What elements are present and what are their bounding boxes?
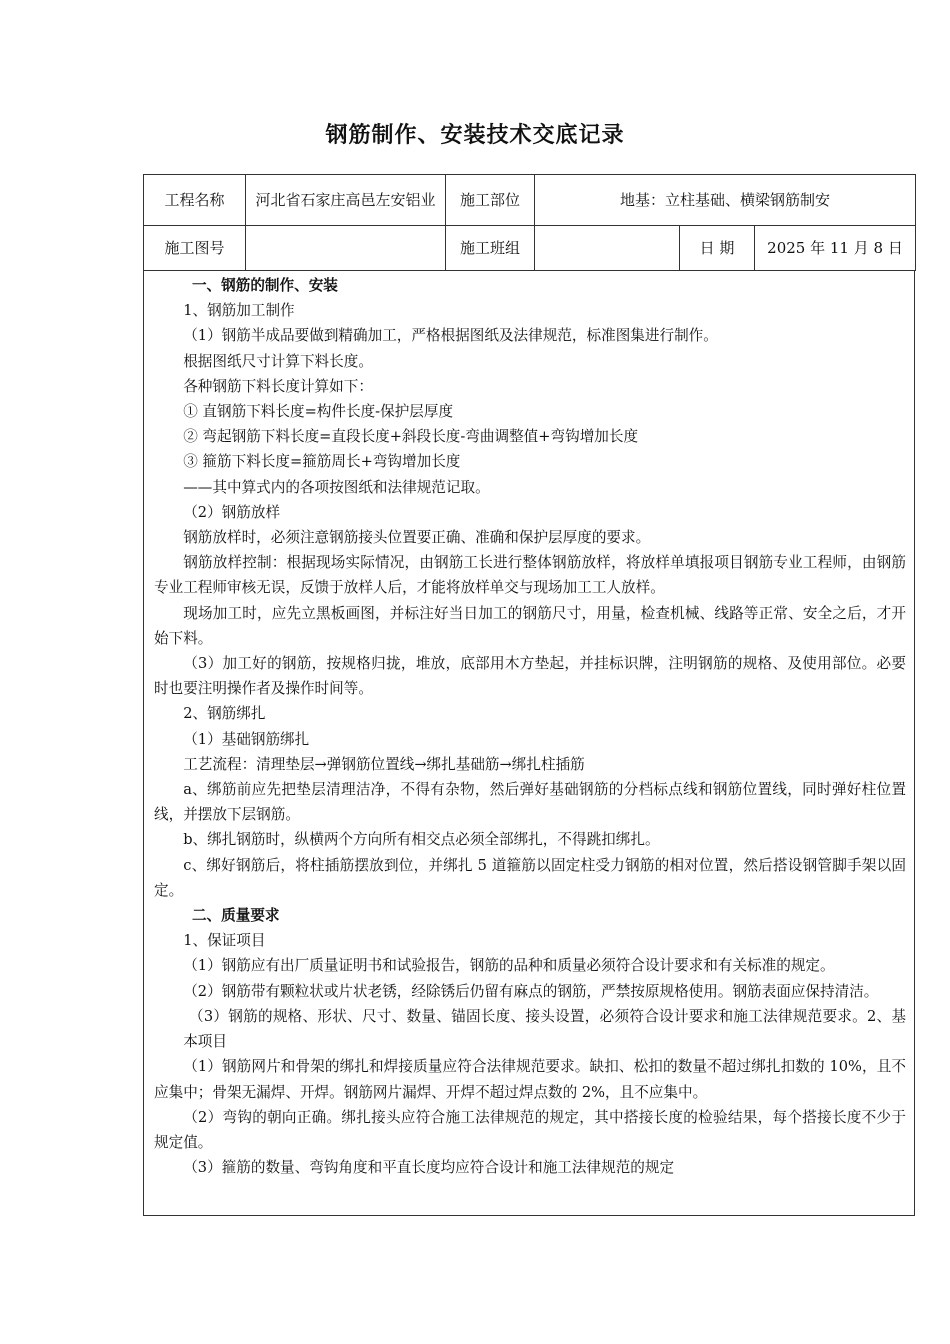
team-label: 施工班组 <box>446 226 535 271</box>
content-paragraph: （2）钢筋放样 <box>183 503 281 521</box>
drawing-value <box>246 226 446 271</box>
content-paragraph: （1）钢筋半成品要做到精确加工，严格根据图纸及法律规范，标准图集进行制作。 <box>183 327 718 345</box>
content-paragraph: （3）箍筋的数量、弯钩角度和平直长度均应符合设计和施工法律规范的规定 <box>183 1159 675 1177</box>
content-paragraph: （1）钢筋应有出厂质量证明书和试验报告，钢筋的品种和质量必须符合设计要求和有关标准的规定。 <box>183 957 835 975</box>
construction-part-value: 地基：立柱基础、横梁钢筋制安 <box>535 175 916 226</box>
content-paragraph: （3）加工好的钢筋，按规格归拢，堆放，底部用木方垫起，并挂标识牌，注明钢筋的规格、及使用部位。必要时也要注明操作者及操作时间等。 <box>154 655 906 698</box>
content-paragraph: 1、钢筋加工制作 <box>183 302 295 320</box>
content-cell <box>143 270 915 1216</box>
project-name-value: 河北省石家庄高邑左安铝业 <box>246 175 446 226</box>
construction-part-label: 施工部位 <box>446 175 535 226</box>
drawing-label: 施工图号 <box>144 226 246 271</box>
content-paragraph: （2）钢筋带有颗粒状或片状老锈，经除锈后仍留有麻点的钢筋，严禁按原规格使用。钢筋表面应保持清洁。 <box>183 982 879 1000</box>
content-paragraph: a、绑筋前应先把垫层清理洁净，不得有杂物，然后弹好基础钢筋的分档标点线和钢筋位置线，同时弹好柱位置线，并摆放下层钢筋。 <box>154 781 906 824</box>
info-row-drawing <box>144 226 916 271</box>
content-paragraph: 2、钢筋绑扎 <box>183 705 266 723</box>
content-paragraph: 现场加工时，应先立黑板画图，并标注好当日加工的钢筋尺寸，用量，检查机械、线路等正常、安全之后，才开始下料。 <box>154 604 906 647</box>
section-heading: 二、质量要求 <box>191 907 280 925</box>
team-value <box>535 226 680 271</box>
content-paragraph: ② 弯起钢筋下料长度=直段长度+斜段长度-弯曲调整值+弯钩增加长度 <box>183 428 639 446</box>
content-paragraph: ——其中算式内的各项按图纸和法律规范记取。 <box>183 478 490 496</box>
content-paragraph: 钢筋放样时，必须注意钢筋接头位置要正确、准确和保护层厚度的要求。 <box>183 529 651 547</box>
info-row-project <box>144 175 916 226</box>
content-paragraph: c、绑好钢筋后，将柱插筋摆放到位，并绑扎 5 道箍筋以固定柱受力钢筋的相对位置，然后搭设钢管脚手架以固定。 <box>154 856 906 899</box>
content-paragraph: ③ 箍筋下料长度=箍筋周长+弯钩增加长度 <box>183 453 461 471</box>
project-name-label: 工程名称 <box>144 175 246 226</box>
content-paragraph: （2）弯钩的朝向正确。绑扎接头应符合施工法律规范的规定，其中搭接长度的检验结果，每个搭接长度不少于规定值。 <box>154 1108 906 1151</box>
content-paragraph: （1）钢筋网片和骨架的绑扎和焊接质量应符合法律规范要求。缺扣、松扣的数量不超过绑扎扣数的 10%，且不应集中；骨架无漏焊、开焊。钢筋网片漏焊、开焊不超过焊点数的 2%，且不应集中。 <box>154 1058 906 1101</box>
content-paragraph: ① 直钢筋下料长度=构件长度-保护层厚度 <box>183 403 454 421</box>
content-paragraph: 根据图纸尺寸计算下料长度。 <box>183 352 373 370</box>
content-paragraph: 钢筋放样控制：根据现场实际情况，由钢筋工长进行整体钢筋放样，将放样单填报项目钢筋专业工程师，由钢筋专业工程师审核无误，反馈于放样人后，才能将放样单交与现场加工工人放样。 <box>154 554 906 597</box>
page-title: 钢筋制作、安装技术交底记录 <box>325 122 625 148</box>
date-value: 2025 年 11 月 8 日 <box>755 226 916 271</box>
content-paragraph: 工艺流程：清理垫层→弹钢筋位置线→绑扎基础筋→绑扎柱插筋 <box>183 755 585 773</box>
info-table <box>143 174 916 271</box>
content-paragraph: （1）基础钢筋绑扎 <box>183 730 310 748</box>
content-paragraph: b、绑扎钢筋时，纵横两个方向所有相交点必须全部绑扎，不得跳扣绑扎。 <box>183 831 660 849</box>
date-label: 日 期 <box>680 226 755 271</box>
content-paragraph: 1、保证项目 <box>183 932 266 950</box>
section-heading: 一、钢筋的制作、安装 <box>191 277 338 294</box>
content-paragraph: 各种钢筋下料长度计算如下： <box>183 377 373 395</box>
content-paragraph: （3）钢筋的规格、形状、尺寸、数量、锚固长度、接头设置，必须符合设计要求和施工法律规范要求。2、基本项目 <box>183 1007 906 1051</box>
